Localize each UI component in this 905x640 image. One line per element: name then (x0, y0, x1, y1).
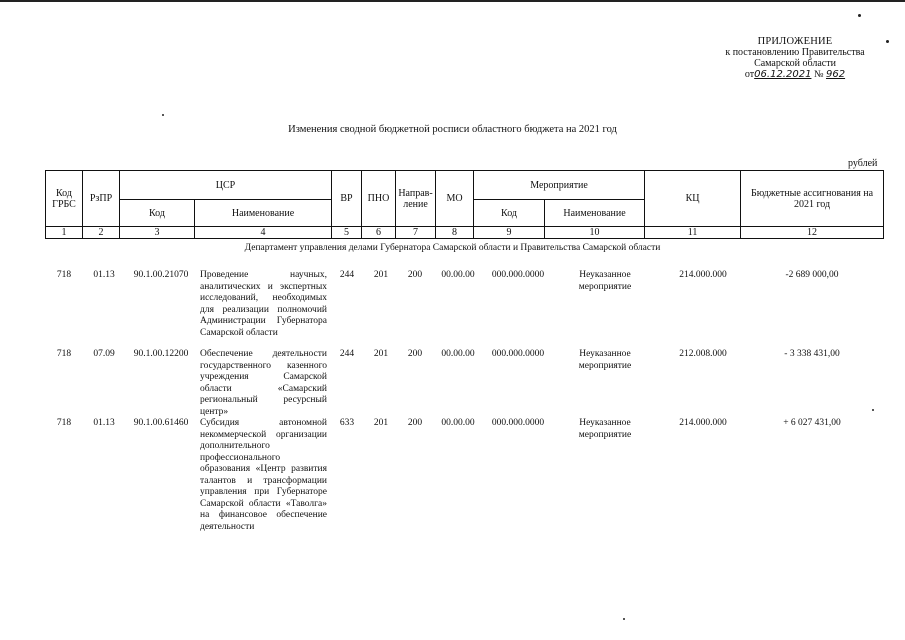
budget-table-header (45, 170, 884, 239)
cell-vr: 244 (339, 349, 355, 359)
scan-speck (886, 40, 889, 43)
cell-meropr-name: Неуказанное мероприятие (578, 418, 632, 440)
number-prefix: № (813, 69, 824, 80)
column-number: 5 (332, 227, 362, 239)
scan-speck (872, 409, 874, 411)
cell-name: Обеспечение деятельности государственного казенного учреждения Самарской области «Самарский региональный ресурсный центр» (200, 349, 327, 417)
cell-mo: 00.00.00 (441, 418, 475, 428)
header-budget: Бюджетные ассигнования на 2021 год (741, 171, 884, 227)
cell-mo: 00.00.00 (441, 349, 475, 359)
cell-rzpr: 01.13 (93, 418, 115, 428)
header-vr: ВР (332, 171, 362, 227)
header-meropriyatie: Мероприятие (474, 171, 645, 200)
cell-pno: 201 (373, 349, 389, 359)
cell-rzpr: 07.09 (93, 349, 115, 359)
appendix-title: ПРИЛОЖЕНИЕ (757, 36, 833, 47)
appendix-block (690, 36, 900, 80)
column-number: 8 (436, 227, 474, 239)
cell-amount: + 6 027 431,00 (783, 418, 841, 428)
cell-grbs: 718 (56, 349, 72, 359)
page-top-border (0, 0, 905, 2)
appendix-line3: Самарской области (754, 58, 836, 69)
handwritten-number: 962 (825, 69, 846, 80)
header-pno: ПНО (362, 171, 396, 227)
cell-amount: - 3 338 431,00 (784, 349, 840, 359)
cell-pno: 201 (373, 418, 389, 428)
cell-meropr-kod: 000.000.0000 (491, 349, 545, 359)
scan-speck (162, 114, 164, 116)
column-number: 6 (362, 227, 396, 239)
cell-name: Субсидия автономной некоммерческой организации дополнительного профессионального образования «Центр развития талантов и трансформации управления при Губернаторе Самарской области «Таволга» на финансовое обеспечение деятельности (200, 418, 327, 532)
header-napravlenie: Направ-ление (396, 171, 436, 227)
cell-amount: -2 689 000,00 (785, 270, 839, 280)
column-number: 4 (195, 227, 332, 239)
header-csr-kod: Код (120, 200, 195, 227)
cell-kc: 212.008.000 (679, 349, 727, 359)
header-kc: КЦ (645, 171, 741, 227)
cell-kc: 214.000.000 (679, 270, 727, 280)
document-title: Изменения сводной бюджетной росписи областного бюджета на 2021 год (288, 124, 617, 135)
appendix-date-line (690, 69, 900, 80)
cell-csr: 90.1.00.61460 (133, 418, 189, 428)
column-number: 2 (83, 227, 120, 239)
header-csr: ЦСР (120, 171, 332, 200)
cell-napr: 200 (407, 349, 423, 359)
cell-meropr-kod: 000.000.0000 (491, 418, 545, 428)
cell-kc: 214.000.000 (679, 418, 727, 428)
cell-rzpr: 01.13 (93, 270, 115, 280)
cell-napr: 200 (407, 270, 423, 280)
header-mo: МО (436, 171, 474, 227)
cell-vr: 633 (339, 418, 355, 428)
cell-name: Проведение научных, аналитических и экспертных исследований, необходимых для реализации полномочий Администрации Губернатора Самарской области (200, 270, 327, 338)
column-number: 10 (545, 227, 645, 239)
cell-mo: 00.00.00 (441, 270, 475, 280)
cell-grbs: 718 (56, 270, 72, 280)
cell-csr: 90.1.00.21070 (133, 270, 189, 280)
scan-speck (858, 14, 861, 17)
handwritten-date: 06.12.2021 (754, 69, 812, 80)
cell-pno: 201 (373, 270, 389, 280)
cell-vr: 244 (339, 270, 355, 280)
header-meropr-name: Наименование (545, 200, 645, 227)
units-label: рублей (848, 158, 878, 169)
cell-grbs: 718 (56, 418, 72, 428)
cell-napr: 200 (407, 418, 423, 428)
column-number: 1 (46, 227, 83, 239)
date-prefix: от (744, 69, 755, 80)
cell-meropr-kod: 000.000.0000 (491, 270, 545, 280)
column-number: 12 (741, 227, 884, 239)
header-kod-grbs: Код ГРБС (46, 171, 83, 227)
scan-speck (623, 618, 625, 620)
header-csr-name: Наименование (195, 200, 332, 227)
header-rzpr: РзПР (83, 171, 120, 227)
cell-meropr-name: Неуказанное мероприятие (578, 270, 632, 292)
cell-meropr-name: Неуказанное мероприятие (578, 349, 632, 371)
appendix-line2: к постановлению Правительства (725, 47, 865, 58)
column-number: 9 (474, 227, 545, 239)
cell-csr: 90.1.00.12200 (133, 349, 189, 359)
column-number: 7 (396, 227, 436, 239)
column-number: 3 (120, 227, 195, 239)
header-meropr-kod: Код (474, 200, 545, 227)
department-heading: Департамент управления делами Губернатора Самарской области и Правительства Самарской области (244, 243, 661, 253)
column-number: 11 (645, 227, 741, 239)
